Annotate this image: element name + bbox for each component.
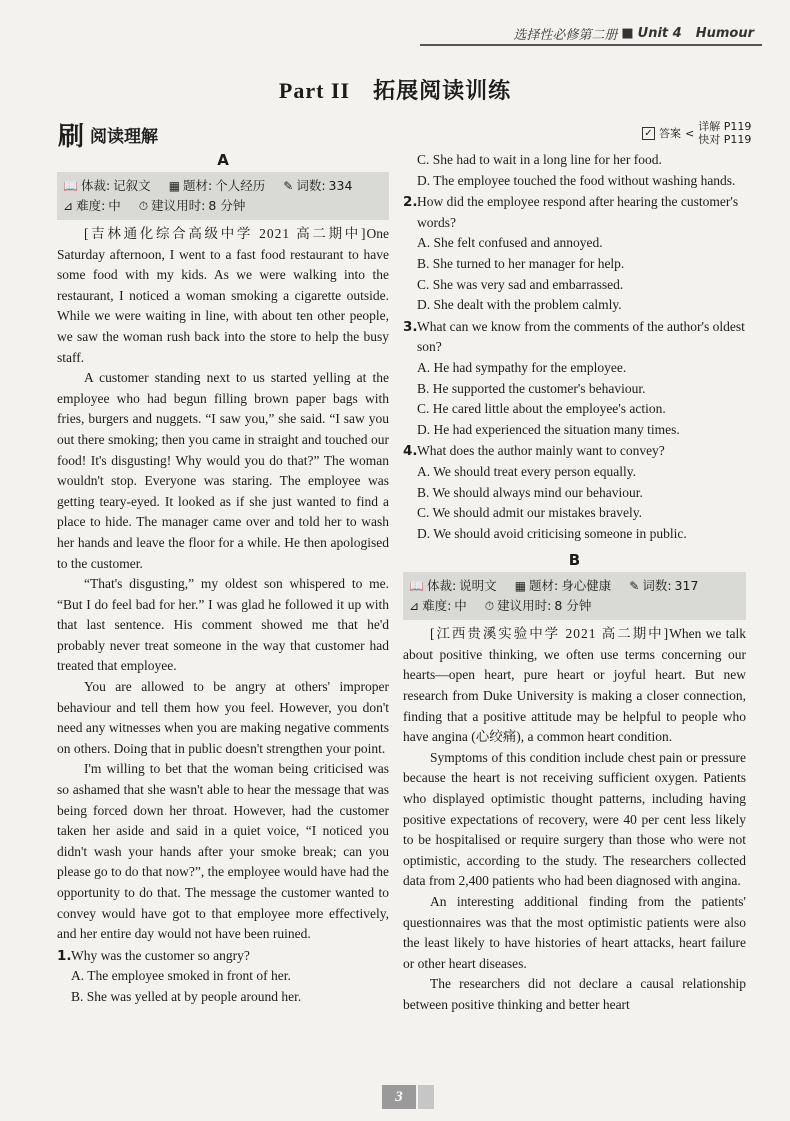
passage-a-paragraph-1: [吉林通化综合高级中学 2021 高二期中]One Saturday afternoon, I went to a fast food restaurant to have some food with my kids. As we were walking into the restaurant, I noticed a woman smoking a cigarette outside. While we were waiting in line, with about ten other people, we saw the woman rush back into the store to help the busy staff.	[57, 226, 389, 365]
genre-label: 体裁:	[80, 178, 111, 193]
time-value: 8 分钟	[208, 198, 246, 213]
passage-b-paragraph-4: The researchers did not declare a causal relationship between positive thinking and better heart	[403, 976, 746, 1012]
difficulty-value: 中	[454, 598, 467, 614]
running-header	[513, 22, 754, 44]
chart-icon: ⊿	[63, 199, 74, 213]
question-2-option-a[interactable]: A. She felt confused and annoyed.	[417, 235, 603, 251]
question-1	[57, 946, 389, 967]
question-4	[403, 441, 746, 462]
question-number: 2.	[403, 194, 418, 211]
question-number: 1.	[57, 947, 72, 964]
book-title: 选择性必修第二册	[513, 27, 618, 43]
question-3-option-a[interactable]: A. He had sympathy for the employee.	[417, 359, 627, 375]
theme-value: 个人经历	[215, 178, 266, 193]
question-4-option-c[interactable]: C. We should admit our mistakes bravely.	[417, 505, 643, 521]
passage-b-paragraph-1: [江西贵溪实验中学 2021 高二期中]When we talk about positive thinking, we often use terms concerning our hearts—open heart, pure heart or joyful heart. But new research from Duke University is making a closer connection, finding that a positive attitude may be helpful to people who have angina (心绞痛), a common heart condition.	[403, 626, 746, 745]
question-1-option-b[interactable]: B. She was yelled at by people around her.	[71, 988, 302, 1004]
section-brush-glyph: 刷	[58, 122, 85, 152]
clock-icon: ⏱	[138, 199, 149, 213]
section-label: 阅读理解	[90, 127, 159, 147]
chart-icon: ⊿	[409, 599, 420, 614]
genre-label: 体裁:	[426, 578, 457, 594]
answer-detail-page: 详解 P119	[698, 120, 752, 133]
question-number: 3.	[403, 318, 418, 335]
bracket-icon: <	[685, 126, 695, 140]
time-label: 建议用时:	[497, 598, 552, 614]
words-label: 词数:	[296, 178, 326, 193]
grid-icon: ▦	[168, 179, 181, 193]
time-label: 建议用时:	[151, 198, 206, 213]
answer-quick-page: 快对 P119	[698, 133, 752, 146]
question-4-option-b[interactable]: B. We should always mind our behaviour.	[417, 484, 643, 500]
passage-a-paragraph-4: You are allowed to be angry at others' improper behaviour and tell them how you feel. However, you don't need any witnesses when you are making negative comments on others. Doing that in public doesn't strengthen your point.	[57, 679, 389, 756]
book-icon: 📖	[63, 179, 78, 193]
grid-icon: ▦	[514, 579, 527, 594]
genre-value: 说明文	[459, 578, 497, 594]
question-3	[403, 317, 746, 358]
question-3-option-c[interactable]: C. He cared little about the employee's action.	[417, 401, 666, 417]
unit-label: Unit 4	[637, 25, 682, 41]
section-heading	[58, 116, 158, 153]
page-number: 3	[382, 1085, 416, 1109]
question-1-option-c[interactable]: C. She had to wait in a long line for her food.	[417, 152, 662, 167]
question-4-option-a[interactable]: A. We should treat every person equally.	[417, 463, 636, 479]
passage-a-paragraph-5: I'm willing to bet that the woman being criticised was so ashamed that she wasn't able to hear the message that was being forced down her throat. However, had the customer taken her aside and said in a quiet voice, “I noticed you didn't wash your hands after your smoke break; can you please go to do that now?”, the employee would have had the opportunity to do that. The message the customer wanted to convey would have got to that employee more effectively, and her entire day would not have been ruined.	[57, 761, 389, 942]
passage-b-paragraph-2: Symptoms of this condition include chest pain or pressure because the heart is not receiving sufficient oxygen. Patients who displayed optimistic thought patterns, including having positive expectations of recovery, were 40 per cent less likely to be hospitalised or require surgery than those who were not optimistic, according to the study. The researchers collected data from 2,400 patients who had been diagnosed with angina.	[403, 749, 746, 889]
passage-b-info-box	[403, 572, 746, 620]
pen-icon: ✎	[629, 579, 640, 594]
question-text: What does the author mainly want to convey?	[417, 443, 665, 459]
passage-b-source: [江西贵溪实验中学 2021 高二期中]	[430, 626, 670, 642]
question-2	[403, 192, 746, 233]
question-text: What can we know from the comments of the author's oldest son?	[417, 318, 745, 355]
question-number: 4.	[403, 443, 418, 460]
header-divider	[420, 44, 762, 46]
question-3-option-d[interactable]: D. He had experienced the situation many times.	[417, 421, 680, 437]
unit-topic: Humour	[695, 25, 754, 41]
difficulty-value: 中	[108, 198, 121, 213]
question-text: How did the employee respond after hearing the customer's words?	[417, 194, 739, 230]
question-4-option-d[interactable]: D. We should avoid criticising someone in public.	[417, 525, 687, 541]
theme-label: 题材:	[529, 578, 559, 594]
difficulty-label: 难度:	[76, 198, 106, 213]
passage-a-letter: A	[217, 151, 229, 169]
genre-value: 记叙文	[113, 178, 151, 193]
pen-icon: ✎	[283, 179, 294, 193]
passage-b-paragraph-3: An interesting additional finding from the patients' questionnaires was that the most optimistic patients were also the least likely to have histories of heart attacks, heart failure or other heart diseases.	[403, 894, 746, 971]
words-label: 词数:	[642, 578, 672, 594]
right-column	[403, 150, 746, 1016]
question-2-option-c[interactable]: C. She was very sad and embarrassed.	[417, 276, 624, 292]
left-column	[57, 150, 389, 1008]
page-number-decoration	[418, 1085, 434, 1109]
passage-a-paragraph-2: A customer standing next to us started yelling at the employee who had begun filling brown paper bags with fries, burgers and nuggets. “I saw you,” she said. “I saw you out there smoking; then you came in straight and touched our food! It's disgusting! Why would you do that?” The woman wouldn't stop. Everyone was staring. The employee was getting teary-eyed. It looked as if she just wanted to find a place to hide. The manager came over and told her to wash her hands and leave the floor for a while. He then apologised to the customer.	[57, 370, 389, 571]
passage-a-paragraph-3: “That's disgusting,” my oldest son whispered to me. “But I do feel bad for her.” I was glad he followed it up with that last sentence. His comment showed me that he'd probably never treat someone in the way that customer had treated that employee.	[57, 576, 389, 674]
passage-a-source: [吉林通化综合高级中学 2021 高二期中]	[84, 226, 367, 241]
clock-icon: ⏱	[484, 599, 495, 614]
words-value: 317	[674, 578, 699, 594]
theme-label: 题材:	[183, 178, 213, 193]
question-1-option-d[interactable]: D. The employee touched the food without washing hands.	[417, 172, 736, 188]
difficulty-label: 难度:	[422, 598, 452, 614]
time-value: 8 分钟	[554, 598, 592, 614]
question-3-option-b[interactable]: B. He supported the customer's behaviour.	[417, 380, 646, 396]
book-icon: 📖	[409, 579, 424, 594]
checkbox-icon: ✓	[642, 127, 655, 140]
words-value: 334	[328, 178, 353, 193]
question-2-option-b[interactable]: B. She turned to her manager for help.	[417, 255, 625, 271]
passage-b-letter: B	[568, 551, 581, 570]
answer-label: 答案	[659, 127, 681, 140]
page-title: Part II 拓展阅读训练	[278, 78, 512, 103]
passage-a-info-box	[57, 172, 389, 220]
square-icon: ■	[621, 25, 634, 41]
question-1-option-a[interactable]: A. The employee smoked in front of her.	[71, 968, 291, 984]
question-2-option-d[interactable]: D. She dealt with the problem calmly.	[417, 297, 622, 313]
question-text: Why was the customer so angry?	[71, 947, 250, 963]
theme-value: 身心健康	[561, 578, 612, 594]
answer-reference	[642, 120, 751, 146]
